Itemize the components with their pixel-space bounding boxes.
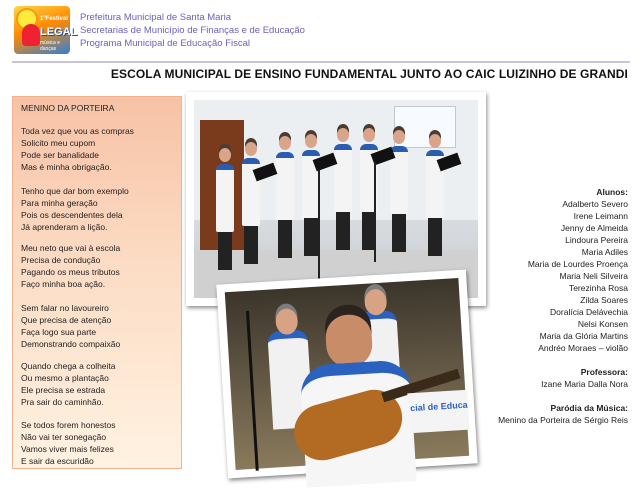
logo-text-3: música e danças: [40, 40, 61, 52]
lyrics-line: Pagando os meus tributos: [21, 267, 120, 277]
guitarist-head: [324, 313, 373, 368]
lyrics-line: Meu neto que vai à escola: [21, 243, 121, 253]
singer-figure: [276, 152, 294, 220]
lyrics-line: Ele precisa se estrada: [21, 385, 106, 395]
mic-stand: [246, 311, 259, 471]
lyrics-line: Tenho que dar bom exemplo: [21, 186, 129, 196]
parody-source: Menino da Porteira de Sérgio Reis: [498, 415, 628, 425]
header-divider: [12, 61, 630, 63]
lyrics-stanza: [21, 185, 129, 233]
lyrics-line: Precisa de condução: [21, 255, 101, 265]
org-line: Secretarias de Município de Finanças e de Educação: [80, 25, 305, 36]
spacer: [438, 390, 628, 402]
guitarist-photo-image: [225, 278, 469, 470]
student-name: Maria da Glória Martins: [539, 331, 628, 341]
lyrics-line: Vamos viver mais felizes: [21, 444, 114, 454]
choir-photo-image: [194, 100, 478, 298]
mic-stand: [374, 162, 376, 262]
lyrics-line: Ou mesmo a plantação: [21, 373, 109, 383]
lyrics-line: Demonstrando compaixão: [21, 339, 121, 349]
school-title: ESCOLA MUNICIPAL DE ENSINO FUNDAMENTAL JUNTO AO CAIC LUIZINHO DE GRANDI: [110, 67, 628, 81]
lyrics-stanza: [21, 242, 120, 290]
parody-heading: Paródia da Música:: [550, 403, 628, 413]
festival-logo: [14, 6, 78, 54]
student-name: Maria Adiles: [581, 247, 628, 257]
lyrics-line: Que precisa de atenção: [21, 315, 112, 325]
lyrics-line: Já aprenderam a lição.: [21, 222, 108, 232]
lyrics-stanza: [21, 125, 134, 173]
lyrics-line: E sair da escuridão: [21, 456, 94, 466]
mascot-icon: [22, 24, 40, 46]
lyrics-line: Para minha geração: [21, 198, 98, 208]
logo-text-1: 1ºFestival: [40, 16, 68, 22]
student-name: Maria de Lourdes Proença: [527, 259, 628, 269]
singer-figure: [334, 144, 352, 212]
student-name: Lindoura Pereira: [565, 235, 628, 245]
lyrics-line: Solicito meu cupom: [21, 138, 96, 148]
lyrics-line: Toda vez que vou as compras: [21, 126, 134, 136]
student-name: Terezinha Rosa: [568, 283, 628, 293]
student-name: Zilda Soares: [580, 295, 628, 305]
teacher-name: Izane Maria Dalla Nora: [541, 379, 628, 389]
lyrics-line: Pra sair do caminhão.: [21, 397, 104, 407]
lyrics-line: Sem falar no lavoureiro: [21, 303, 109, 313]
lyrics-line: Pode ser banalidade: [21, 150, 99, 160]
lyrics-line: Quando chega a colheita: [21, 361, 116, 371]
students-heading: Alunos:: [596, 187, 628, 197]
lyrics-line: Mas é minha obrigação.: [21, 162, 112, 172]
lyrics-stanza: [21, 360, 116, 408]
spacer: [438, 354, 628, 366]
lyrics-box: [12, 96, 182, 469]
student-name: Nelsi Konsen: [577, 319, 628, 329]
student-name: Maria Neli Silveira: [559, 271, 628, 281]
logo-text-2: LEGAL: [40, 26, 78, 38]
lyrics-line: Faça logo sua parte: [21, 327, 97, 337]
teacher-heading: Professora:: [580, 367, 628, 377]
lyrics-line: Faço minha boa ação.: [21, 279, 106, 289]
student-name: Irene Leimann: [573, 211, 628, 221]
banner-text: cial de Educa: [407, 390, 469, 434]
singer-figure: [216, 164, 234, 232]
lyrics-stanza: [21, 302, 120, 350]
lyrics-title: MENINO DA PORTEIRA: [21, 103, 115, 113]
student-name: Andréo Moraes – violão: [538, 343, 628, 353]
lyrics-line: Se todos forem honestos: [21, 420, 116, 430]
student-name: Adalberto Severo: [562, 199, 628, 209]
lyrics-stanza: [21, 419, 116, 467]
student-name: Doralícia Delávechia: [550, 307, 628, 317]
credits: [438, 186, 628, 426]
lyrics-line: Pois os descendentes dela: [21, 210, 123, 220]
org-line: Prefeitura Municipal de Santa Maria: [80, 12, 232, 23]
student-name: Jenny de Almeida: [560, 223, 628, 233]
mic-stand: [318, 170, 320, 280]
org-line: Programa Municipal de Educação Fiscal: [80, 38, 251, 49]
organization-lines: [80, 11, 305, 50]
lyrics-line: Não vai ter sonegação: [21, 432, 107, 442]
